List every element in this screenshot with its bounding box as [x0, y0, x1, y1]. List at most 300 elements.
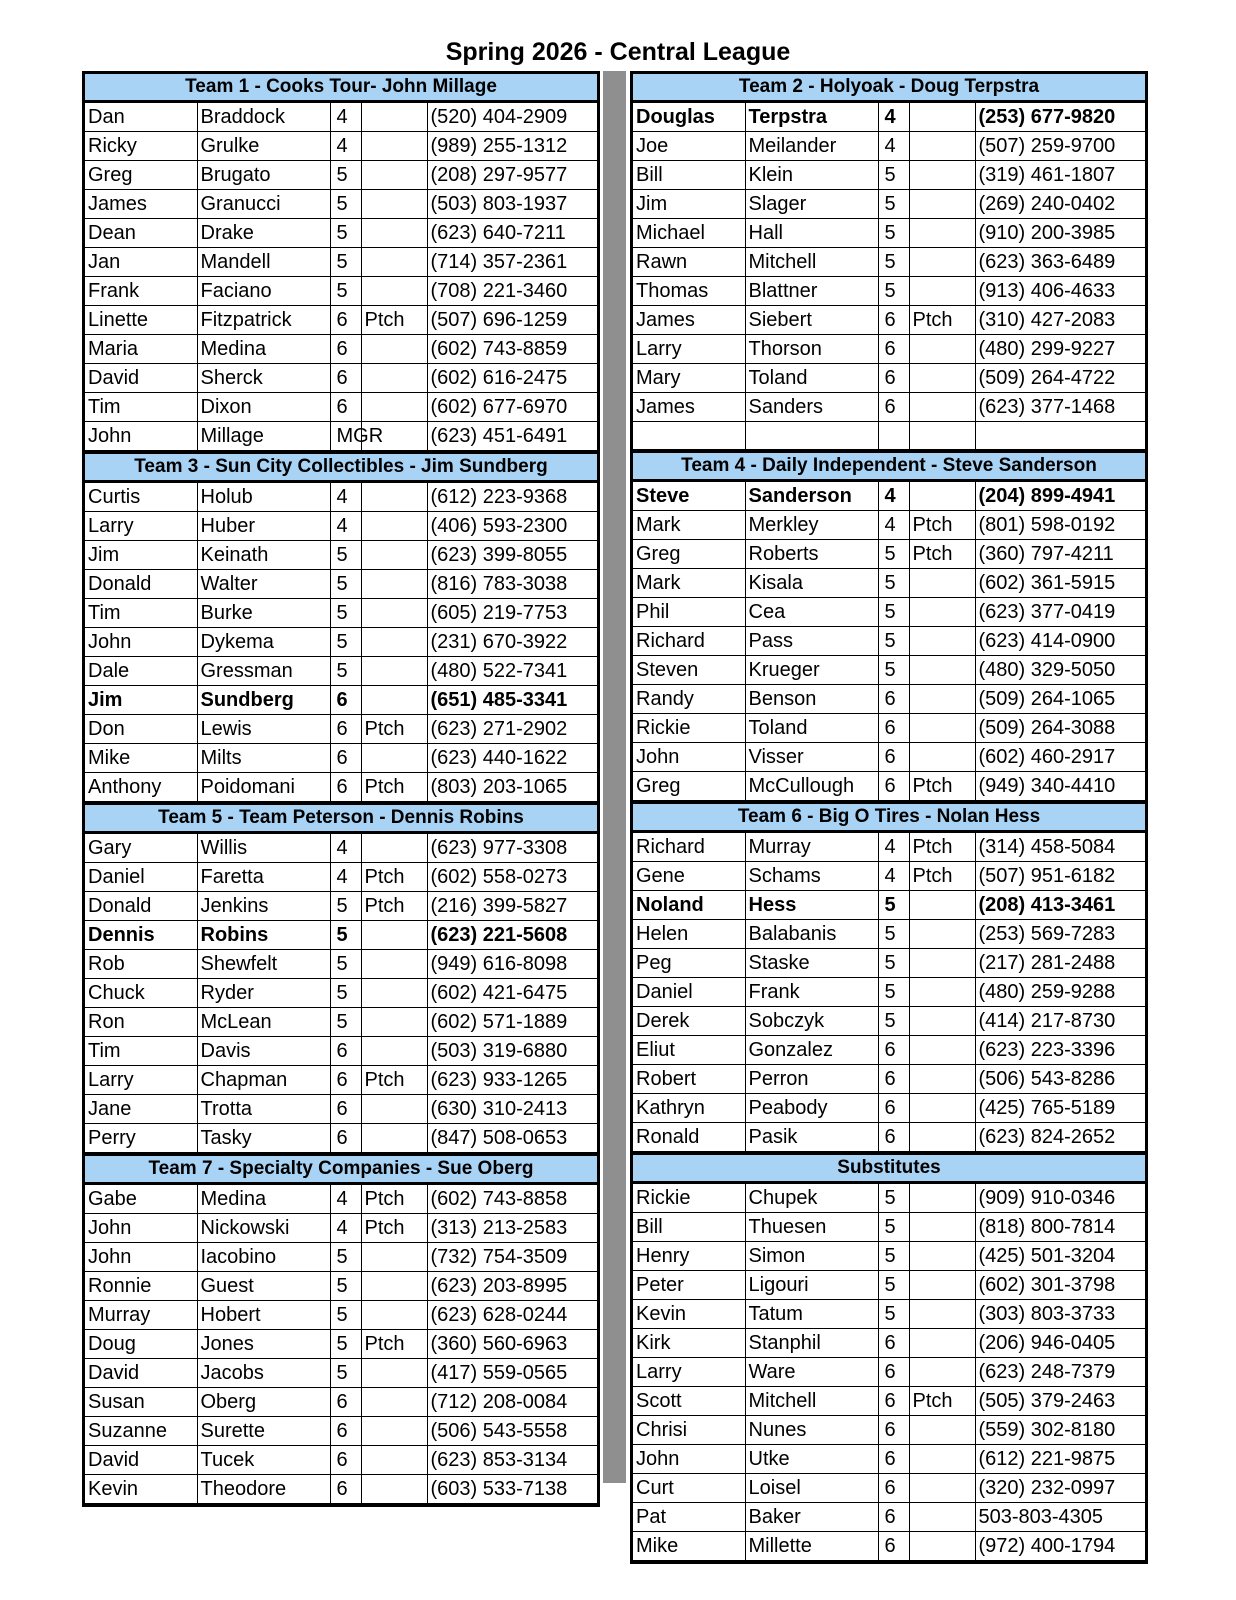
skill-cell: 6 — [330, 1446, 361, 1475]
last-name-cell: Jenkins — [197, 892, 330, 921]
first-name-cell: Henry — [633, 1242, 745, 1271]
skill-cell: 4 — [330, 1214, 361, 1243]
role-cell — [909, 1503, 975, 1532]
phone-cell: (623) 271-2902 — [427, 715, 597, 744]
roster-table — [633, 103, 1145, 450]
last-name-cell: Dixon — [197, 393, 330, 422]
roster-row — [85, 393, 597, 422]
skill-cell: 4 — [330, 483, 361, 512]
roster-row — [633, 540, 1145, 569]
roster-row — [85, 892, 597, 921]
last-name-cell: Holub — [197, 483, 330, 512]
roster-row — [633, 1123, 1145, 1152]
role-cell: Ptch — [909, 833, 975, 862]
last-name-cell: Perron — [745, 1065, 878, 1094]
role-cell — [361, 1037, 427, 1066]
last-name-cell: Sanderson — [745, 482, 878, 511]
phone-cell: (623) 414-0900 — [975, 627, 1145, 656]
first-name-cell: Thomas — [633, 277, 745, 306]
first-name-cell: Richard — [633, 833, 745, 862]
last-name-cell: Pass — [745, 627, 878, 656]
role-cell — [909, 569, 975, 598]
role-cell — [361, 1124, 427, 1153]
first-name-cell: Michael — [633, 219, 745, 248]
first-name-cell: Gene — [633, 862, 745, 891]
first-name-cell: John — [633, 1445, 745, 1474]
first-name-cell: Maria — [85, 335, 197, 364]
roster-row — [85, 1359, 597, 1388]
roster-row — [85, 277, 597, 306]
last-name-cell: Terpstra — [745, 103, 878, 132]
first-name-cell: Dan — [85, 103, 197, 132]
last-name-cell: Jacobs — [197, 1359, 330, 1388]
roster-row — [633, 833, 1145, 862]
first-name-cell: Jim — [633, 190, 745, 219]
first-name-cell: Mark — [633, 569, 745, 598]
phone-cell: (204) 899-4941 — [975, 482, 1145, 511]
role-cell — [909, 1242, 975, 1271]
role-cell — [361, 979, 427, 1008]
team-section — [630, 801, 1148, 1152]
first-name-cell: Dean — [85, 219, 197, 248]
skill-cell: 5 — [878, 656, 909, 685]
roster-row — [633, 569, 1145, 598]
last-name-cell: Lewis — [197, 715, 330, 744]
role-cell — [909, 364, 975, 393]
phone-cell: (216) 399-5827 — [427, 892, 597, 921]
phone-cell: (623) 377-0419 — [975, 598, 1145, 627]
phone-cell: (623) 223-3396 — [975, 1036, 1145, 1065]
skill-cell: 6 — [878, 364, 909, 393]
first-name-cell: David — [85, 1359, 197, 1388]
phone-cell: (208) 297-9577 — [427, 161, 597, 190]
skill-cell: 6 — [330, 364, 361, 393]
phone-cell: (208) 413-3461 — [975, 891, 1145, 920]
first-name-cell: John — [85, 628, 197, 657]
first-name-cell: Steve — [633, 482, 745, 511]
role-cell — [909, 1329, 975, 1358]
roster-row — [633, 1445, 1145, 1474]
last-name-cell: Staske — [745, 949, 878, 978]
skill-cell: 5 — [878, 1271, 909, 1300]
first-name-cell: Gabe — [85, 1185, 197, 1214]
phone-cell: (503) 319-6880 — [427, 1037, 597, 1066]
skill-cell: 6 — [878, 1532, 909, 1561]
first-name-cell: David — [85, 1446, 197, 1475]
skill-cell: 4 — [330, 103, 361, 132]
phone-cell: (507) 696-1259 — [427, 306, 597, 335]
first-name-cell: Rickie — [633, 714, 745, 743]
phone-cell: (803) 203-1065 — [427, 773, 597, 802]
roster-row — [633, 306, 1145, 335]
role-cell — [909, 1123, 975, 1152]
team-header: Team 5 - Team Peterson - Dennis Robins — [85, 802, 597, 834]
last-name-cell: Tucek — [197, 1446, 330, 1475]
phone-cell: (816) 783-3038 — [427, 570, 597, 599]
last-name-cell: Gonzalez — [745, 1036, 878, 1065]
last-name-cell: Cea — [745, 598, 878, 627]
skill-cell: 6 — [330, 1037, 361, 1066]
role-cell — [909, 1358, 975, 1387]
roster-row — [633, 161, 1145, 190]
first-name-cell: James — [85, 190, 197, 219]
last-name-cell: Ware — [745, 1358, 878, 1387]
phone-cell: (605) 219-7753 — [427, 599, 597, 628]
phone-cell: (913) 406-4633 — [975, 277, 1145, 306]
first-name-cell: Larry — [85, 512, 197, 541]
role-cell — [361, 132, 427, 161]
role-cell — [361, 277, 427, 306]
first-name-cell: Phil — [633, 598, 745, 627]
team-section — [630, 71, 1148, 450]
role-cell — [361, 1417, 427, 1446]
phone-cell: (480) 522-7341 — [427, 657, 597, 686]
roster-row — [85, 306, 597, 335]
role-cell: Ptch — [361, 892, 427, 921]
first-name-cell: Pat — [633, 1503, 745, 1532]
roster-row — [633, 1329, 1145, 1358]
roster-row — [85, 834, 597, 863]
roster-row — [85, 248, 597, 277]
first-name-cell: Linette — [85, 306, 197, 335]
first-name-cell: Larry — [85, 1066, 197, 1095]
role-cell — [909, 422, 975, 450]
roster-row — [633, 1416, 1145, 1445]
last-name-cell: Ligouri — [745, 1271, 878, 1300]
skill-cell: 6 — [878, 772, 909, 801]
phone-cell: (310) 427-2083 — [975, 306, 1145, 335]
skill-cell: 6 — [878, 1358, 909, 1387]
phone-cell: (507) 259-9700 — [975, 132, 1145, 161]
first-name-cell: Mike — [85, 744, 197, 773]
last-name-cell: Mitchell — [745, 1387, 878, 1416]
last-name-cell: Poidomani — [197, 773, 330, 802]
right-column — [630, 71, 1148, 1564]
role-cell — [361, 921, 427, 950]
role-cell — [909, 1036, 975, 1065]
role-cell — [361, 483, 427, 512]
role-cell — [909, 393, 975, 422]
roster-row — [633, 1503, 1145, 1532]
team-section — [82, 71, 600, 451]
roster-row — [85, 686, 597, 715]
roster-row — [633, 335, 1145, 364]
role-cell: Ptch — [909, 306, 975, 335]
role-cell — [361, 1095, 427, 1124]
roster-row — [85, 103, 597, 132]
role-cell — [909, 1300, 975, 1329]
last-name-cell: Trotta — [197, 1095, 330, 1124]
role-cell: Ptch — [361, 863, 427, 892]
last-name-cell: Roberts — [745, 540, 878, 569]
role-cell: Ptch — [361, 1330, 427, 1359]
first-name-cell: Daniel — [85, 863, 197, 892]
last-name-cell: Nickowski — [197, 1214, 330, 1243]
phone-cell: (417) 559-0565 — [427, 1359, 597, 1388]
last-name-cell: Hall — [745, 219, 878, 248]
roster-row — [85, 599, 597, 628]
first-name-cell: Donald — [85, 570, 197, 599]
role-cell — [361, 1359, 427, 1388]
first-name-cell: James — [633, 306, 745, 335]
last-name-cell: Simon — [745, 1242, 878, 1271]
last-name-cell: Jones — [197, 1330, 330, 1359]
last-name-cell: Hobert — [197, 1301, 330, 1330]
role-cell: Ptch — [361, 1185, 427, 1214]
last-name-cell: Pasik — [745, 1123, 878, 1152]
phone-cell: (818) 800-7814 — [975, 1213, 1145, 1242]
last-name-cell: Robins — [197, 921, 330, 950]
role-cell — [361, 657, 427, 686]
last-name-cell: McCullough — [745, 772, 878, 801]
first-name-cell: Douglas — [633, 103, 745, 132]
first-name-cell: Suzanne — [85, 1417, 197, 1446]
left-column — [82, 71, 600, 1507]
skill-cell: MGR — [330, 422, 361, 451]
last-name-cell: Brugato — [197, 161, 330, 190]
roster-row — [85, 1417, 597, 1446]
first-name-cell: Bill — [633, 1213, 745, 1242]
role-cell — [361, 219, 427, 248]
roster-row — [85, 628, 597, 657]
role-cell — [909, 219, 975, 248]
phone-cell: (602) 571-1889 — [427, 1008, 597, 1037]
role-cell — [909, 132, 975, 161]
skill-cell: 6 — [878, 1329, 909, 1358]
last-name-cell: Shewfelt — [197, 950, 330, 979]
role-cell — [909, 1474, 975, 1503]
skill-cell: 4 — [878, 132, 909, 161]
roster-row — [633, 1213, 1145, 1242]
skill-cell: 5 — [330, 599, 361, 628]
roster-row — [85, 132, 597, 161]
skill-cell: 5 — [330, 161, 361, 190]
last-name-cell: Hess — [745, 891, 878, 920]
phone-cell: (503) 803-1937 — [427, 190, 597, 219]
phone-cell: (602) 743-8858 — [427, 1185, 597, 1214]
first-name-cell: Kathryn — [633, 1094, 745, 1123]
role-cell: Ptch — [909, 772, 975, 801]
phone-cell: (480) 329-5050 — [975, 656, 1145, 685]
skill-cell: 6 — [330, 1095, 361, 1124]
phone-cell: 503-803-4305 — [975, 1503, 1145, 1532]
last-name-cell: Slager — [745, 190, 878, 219]
phone-cell: (623) 440-1622 — [427, 744, 597, 773]
phone-cell: (406) 593-2300 — [427, 512, 597, 541]
role-cell — [361, 1008, 427, 1037]
roster-row — [633, 482, 1145, 511]
roster-row — [633, 1094, 1145, 1123]
roster-row — [633, 1271, 1145, 1300]
phone-cell: (801) 598-0192 — [975, 511, 1145, 540]
phone-cell: (425) 501-3204 — [975, 1242, 1145, 1271]
first-name-cell: James — [633, 393, 745, 422]
skill-cell: 6 — [330, 686, 361, 715]
last-name-cell: Frank — [745, 978, 878, 1007]
roster-row — [85, 219, 597, 248]
phone-cell: (623) 640-7211 — [427, 219, 597, 248]
first-name-cell: Chrisi — [633, 1416, 745, 1445]
role-cell — [361, 1446, 427, 1475]
phone-cell: (559) 302-8180 — [975, 1416, 1145, 1445]
roster-row — [633, 1242, 1145, 1271]
phone-cell: (520) 404-2909 — [427, 103, 597, 132]
phone-cell: (602) 361-5915 — [975, 569, 1145, 598]
phone-cell: (651) 485-3341 — [427, 686, 597, 715]
roster-row — [633, 103, 1145, 132]
last-name-cell: Faretta — [197, 863, 330, 892]
first-name-cell: John — [85, 1243, 197, 1272]
roster-row — [85, 1008, 597, 1037]
skill-cell: 6 — [878, 1445, 909, 1474]
roster-row — [633, 656, 1145, 685]
last-name-cell: Schams — [745, 862, 878, 891]
role-cell — [361, 834, 427, 863]
skill-cell: 6 — [878, 1065, 909, 1094]
first-name-cell: Rawn — [633, 248, 745, 277]
skill-cell: 5 — [330, 1330, 361, 1359]
first-name-cell: Ricky — [85, 132, 197, 161]
skill-cell: 5 — [878, 161, 909, 190]
phone-cell — [975, 422, 1145, 450]
last-name-cell: Kisala — [745, 569, 878, 598]
first-name-cell: Chuck — [85, 979, 197, 1008]
first-name-cell: Doug — [85, 1330, 197, 1359]
role-cell — [909, 920, 975, 949]
skill-cell: 6 — [878, 306, 909, 335]
roster-row — [85, 1272, 597, 1301]
phone-cell: (206) 946-0405 — [975, 1329, 1145, 1358]
phone-cell: (505) 379-2463 — [975, 1387, 1145, 1416]
phone-cell: (269) 240-0402 — [975, 190, 1145, 219]
phone-cell: (623) 377-1468 — [975, 393, 1145, 422]
first-name-cell: Curtis — [85, 483, 197, 512]
roster-table — [85, 483, 597, 802]
role-cell — [909, 1416, 975, 1445]
phone-cell: (623) 399-8055 — [427, 541, 597, 570]
roster-row — [85, 364, 597, 393]
team-header: Team 7 - Specialty Companies - Sue Oberg — [85, 1153, 597, 1185]
skill-cell: 4 — [330, 863, 361, 892]
phone-cell: (909) 910-0346 — [975, 1184, 1145, 1213]
last-name-cell: Benson — [745, 685, 878, 714]
roster-row — [85, 161, 597, 190]
last-name-cell: Ryder — [197, 979, 330, 1008]
roster-row — [633, 1532, 1145, 1561]
skill-cell: 6 — [878, 1036, 909, 1065]
skill-cell: 5 — [330, 892, 361, 921]
roster-row — [85, 950, 597, 979]
skill-cell: 5 — [330, 570, 361, 599]
roster-table — [85, 103, 597, 451]
roster-row — [85, 1214, 597, 1243]
role-cell — [909, 1271, 975, 1300]
role-cell: Ptch — [909, 862, 975, 891]
last-name-cell: Surette — [197, 1417, 330, 1446]
skill-cell: 4 — [330, 834, 361, 863]
last-name-cell: Willis — [197, 834, 330, 863]
first-name-cell: Daniel — [633, 978, 745, 1007]
roster-row — [633, 219, 1145, 248]
skill-cell: 5 — [330, 1301, 361, 1330]
role-cell — [361, 248, 427, 277]
role-cell — [361, 1475, 427, 1504]
roster-row — [633, 862, 1145, 891]
skill-cell: 5 — [878, 1184, 909, 1213]
roster-row — [633, 364, 1145, 393]
last-name-cell: Siebert — [745, 306, 878, 335]
last-name-cell: Millette — [745, 1532, 878, 1561]
roster-row — [85, 1095, 597, 1124]
roster-row — [85, 657, 597, 686]
phone-cell: (253) 677-9820 — [975, 103, 1145, 132]
roster-row — [633, 598, 1145, 627]
first-name-cell: Don — [85, 715, 197, 744]
phone-cell: (425) 765-5189 — [975, 1094, 1145, 1123]
first-name-cell: Larry — [633, 1358, 745, 1387]
roster-row — [633, 248, 1145, 277]
roster-row — [633, 743, 1145, 772]
last-name-cell: Thorson — [745, 335, 878, 364]
role-cell — [361, 103, 427, 132]
skill-cell: 5 — [330, 628, 361, 657]
team-section — [82, 451, 600, 802]
skill-cell: 4 — [878, 103, 909, 132]
roster-table — [633, 482, 1145, 801]
last-name-cell: Sherck — [197, 364, 330, 393]
skill-cell: 5 — [878, 1213, 909, 1242]
first-name-cell: Tim — [85, 599, 197, 628]
roster-row — [85, 422, 597, 451]
last-name-cell: Mandell — [197, 248, 330, 277]
last-name-cell: Walter — [197, 570, 330, 599]
first-name-cell: Perry — [85, 1124, 197, 1153]
last-name-cell: Sanders — [745, 393, 878, 422]
phone-cell: (623) 628-0244 — [427, 1301, 597, 1330]
first-name-cell: John — [85, 1214, 197, 1243]
phone-cell: (612) 221-9875 — [975, 1445, 1145, 1474]
first-name-cell: Frank — [85, 277, 197, 306]
phone-cell: (602) 616-2475 — [427, 364, 597, 393]
roster-row — [633, 1065, 1145, 1094]
role-cell — [361, 1301, 427, 1330]
roster-row — [633, 978, 1145, 1007]
roster-table — [633, 833, 1145, 1152]
phone-cell: (506) 543-5558 — [427, 1417, 597, 1446]
role-cell — [361, 541, 427, 570]
skill-cell: 6 — [878, 743, 909, 772]
phone-cell: (623) 824-2652 — [975, 1123, 1145, 1152]
phone-cell: (506) 543-8286 — [975, 1065, 1145, 1094]
role-cell — [909, 277, 975, 306]
first-name-cell: Kirk — [633, 1329, 745, 1358]
last-name-cell: Guest — [197, 1272, 330, 1301]
skill-cell: 5 — [330, 1272, 361, 1301]
first-name-cell: Jan — [85, 248, 197, 277]
last-name-cell: Merkley — [745, 511, 878, 540]
role-cell — [909, 1532, 975, 1561]
last-name-cell: Sundberg — [197, 686, 330, 715]
roster-row — [85, 744, 597, 773]
last-name-cell: Gressman — [197, 657, 330, 686]
role-cell — [909, 248, 975, 277]
last-name-cell: Keinath — [197, 541, 330, 570]
phone-cell: (714) 357-2361 — [427, 248, 597, 277]
roster-table — [85, 834, 597, 1153]
skill-cell: 5 — [878, 248, 909, 277]
phone-cell: (623) 248-7379 — [975, 1358, 1145, 1387]
first-name-cell: Murray — [85, 1301, 197, 1330]
